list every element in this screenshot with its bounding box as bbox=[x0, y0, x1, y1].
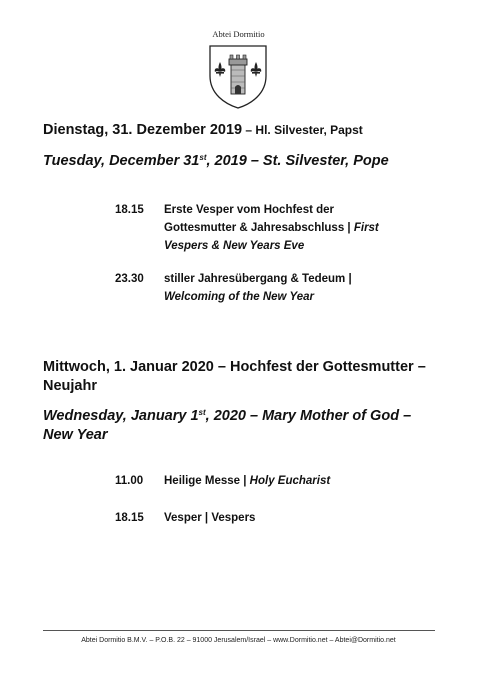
day-feast-en: , 2019 – St. Silvester, Pope bbox=[206, 153, 389, 169]
ordinal-suffix: st bbox=[198, 408, 206, 417]
day-feast-de: Hl. Silvester, Papst bbox=[255, 123, 363, 137]
service-time: 18.15 bbox=[115, 204, 144, 216]
service-name-de: Erste Vesper vom Hochfest der Gottesmutter & Jahresabschluss | bbox=[164, 204, 354, 234]
service-time: 11.00 bbox=[115, 475, 144, 487]
service-name-en: Holy Eucharist bbox=[249, 475, 331, 487]
day-feast-de: Hochfest der Gottesmutter – Neujahr bbox=[43, 359, 426, 394]
service-name-de: Heilige Messe | bbox=[164, 475, 250, 487]
service-time: 23.30 bbox=[115, 273, 144, 285]
day-separator: – bbox=[242, 123, 256, 137]
day-date-en: Wednesday, January 1 bbox=[43, 408, 199, 424]
service-name-de: Vesper | Vespers bbox=[164, 512, 256, 524]
service-name-en: Welcoming of the New Year bbox=[164, 291, 314, 303]
day-date-en: Tuesday, December 31 bbox=[43, 153, 200, 169]
day-date-de: Mittwoch, 1. Januar 2020 bbox=[43, 359, 214, 375]
ordinal-suffix: st bbox=[199, 153, 207, 162]
service-item bbox=[115, 472, 415, 490]
service-item bbox=[115, 270, 415, 306]
day-heading-de bbox=[43, 358, 443, 396]
day-heading-en bbox=[43, 407, 443, 445]
service-description bbox=[164, 509, 404, 527]
abbey-name: Abtei Dormitio bbox=[212, 29, 265, 39]
day-heading-de bbox=[43, 121, 443, 140]
service-time: 18.15 bbox=[115, 512, 144, 524]
service-description bbox=[164, 472, 404, 490]
day-date-de: Dienstag, 31. Dezember 2019 bbox=[43, 122, 243, 138]
service-name-de: stiller Jahresübergang & Tedeum | bbox=[164, 273, 352, 285]
footer-divider bbox=[43, 630, 435, 631]
day-separator: – bbox=[213, 359, 230, 375]
day-heading-en bbox=[43, 152, 443, 171]
service-description bbox=[164, 201, 404, 255]
footer-contact: Abtei Dormitio B.M.V. – P.O.B. 22 – 91000 Jerusalem/Israel – www.Dormitio.net – Abtei@Dormitio.net bbox=[81, 637, 396, 644]
service-name-en: First Vespers & New Years Eve bbox=[164, 222, 379, 252]
service-item bbox=[115, 509, 415, 527]
service-item bbox=[115, 201, 415, 255]
day-feast-en: , 2020 – Mary Mother of God – New Year bbox=[43, 408, 412, 443]
service-description bbox=[164, 270, 404, 306]
abbey-crest-icon bbox=[207, 42, 269, 110]
